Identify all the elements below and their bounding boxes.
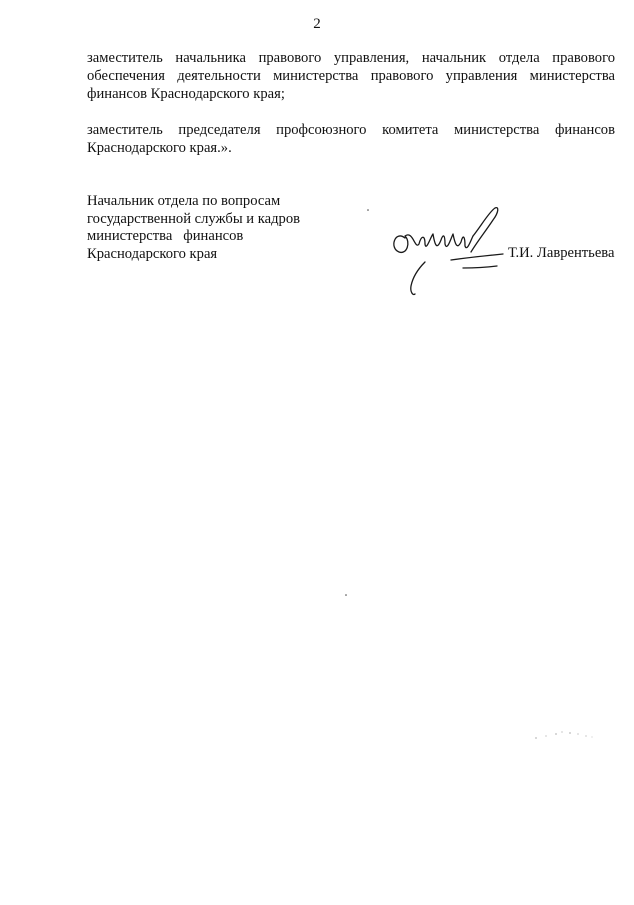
page-number: 2 xyxy=(313,16,321,32)
signatory-position-line: министерства финансов xyxy=(87,228,244,244)
paragraph-line: Краснодарского края.». xyxy=(87,140,232,156)
handwritten-signature xyxy=(385,200,505,300)
scan-speck-cluster xyxy=(532,728,596,742)
signatory-name: Т.И. Лаврентьева xyxy=(508,245,615,261)
signatory-position-line: Начальник отдела по вопросам xyxy=(87,193,281,209)
paragraph-line: обеспечения деятельности министерства правового управления министерства xyxy=(87,68,615,84)
paragraph-line: финансов Краснодарского края; xyxy=(87,86,285,102)
scan-speck xyxy=(344,593,348,597)
paragraph-line: заместитель председателя профсоюзного комитета министерства финансов xyxy=(87,122,615,138)
paragraph-deputy-chair-union xyxy=(87,121,615,157)
signatory-position xyxy=(87,193,300,263)
signatory-position-line: государственной службы и кадров xyxy=(87,210,301,227)
paragraph-line: заместитель начальника правового управления, начальник отдела правового xyxy=(87,50,615,66)
signatory-position-line: Краснодарского края xyxy=(87,245,218,262)
scan-speck xyxy=(366,208,370,212)
paragraph-deputy-head-legal xyxy=(87,49,615,103)
